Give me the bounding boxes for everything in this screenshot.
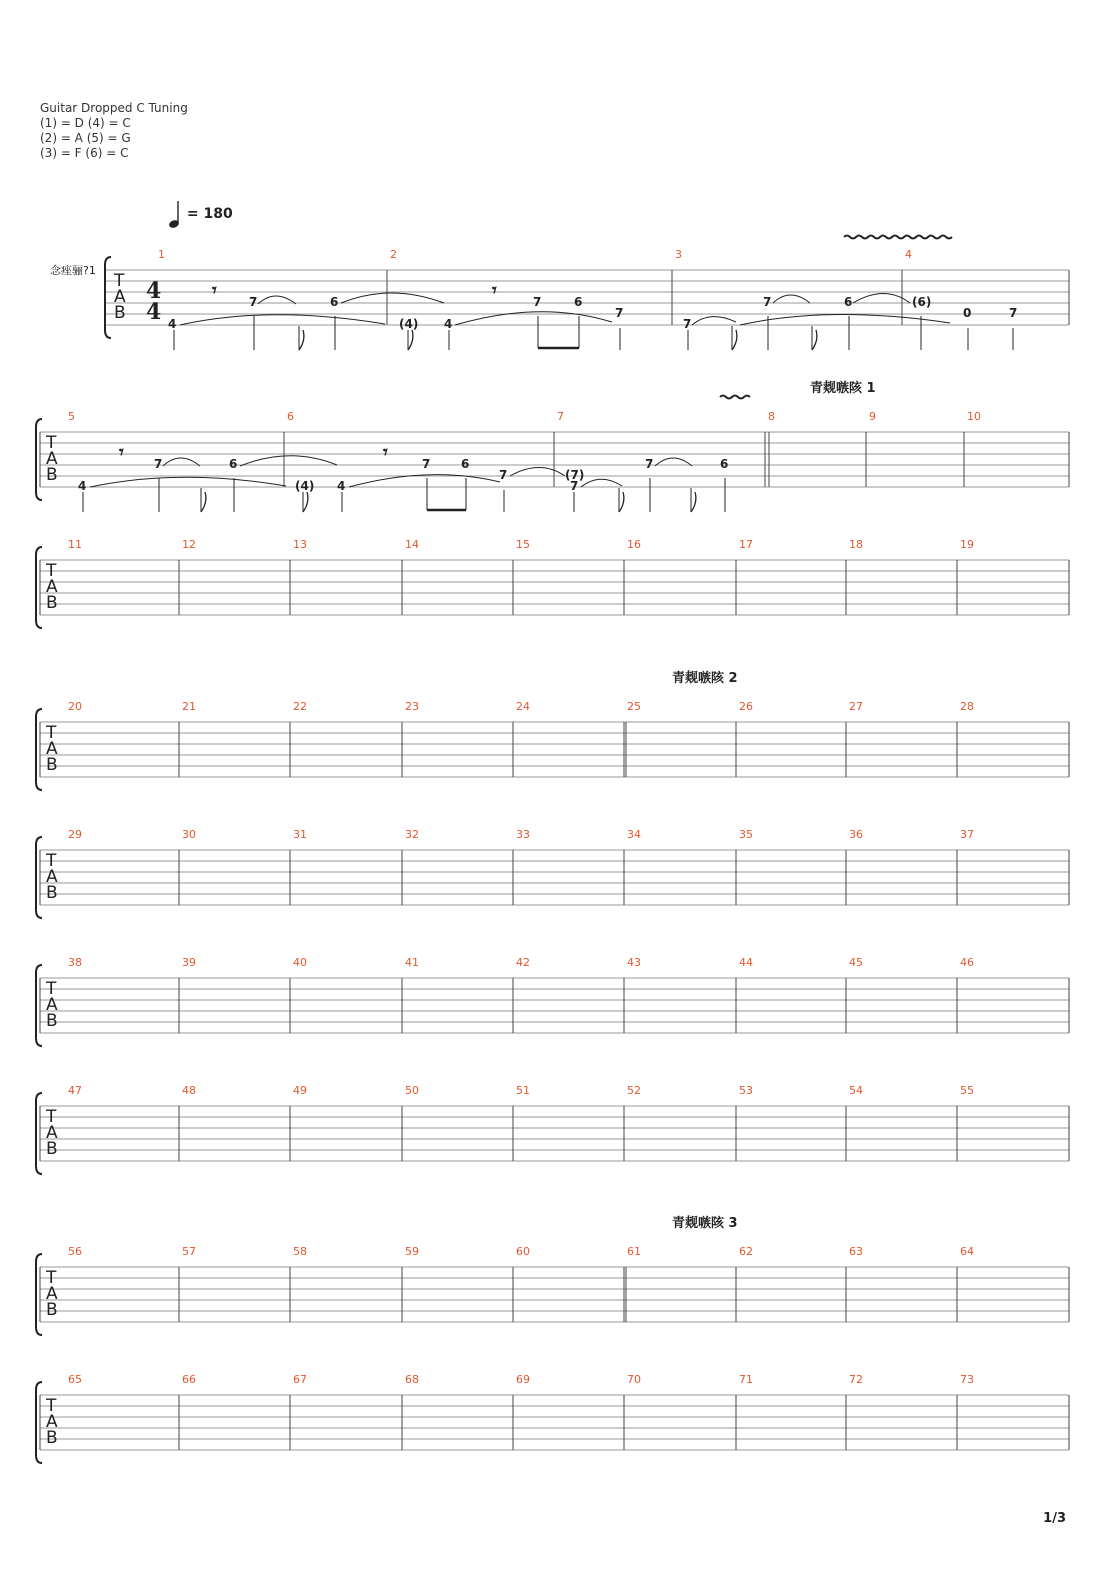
fret-number: 6 bbox=[229, 457, 238, 471]
measure-number: 10 bbox=[967, 410, 981, 423]
measure-number: 63 bbox=[849, 1245, 863, 1258]
eighth-rest-icon: 𝄾 bbox=[212, 280, 217, 301]
tempo-label: = 180 bbox=[186, 206, 233, 222]
fret-number: 7 bbox=[499, 468, 508, 482]
measure-number: 73 bbox=[960, 1373, 974, 1386]
tab-clef-letter: B bbox=[46, 1300, 58, 1320]
measure-number: 1 bbox=[158, 248, 165, 261]
measure-number: 39 bbox=[182, 956, 196, 969]
fret-number: 7 bbox=[615, 306, 624, 320]
measure-number: 21 bbox=[182, 700, 196, 713]
measure-number: 64 bbox=[960, 1245, 974, 1258]
measure-number: 33 bbox=[516, 828, 530, 841]
system-bracket bbox=[105, 257, 111, 338]
measure-number: 25 bbox=[627, 700, 641, 713]
tab-system bbox=[36, 956, 1069, 1046]
measure-number: 38 bbox=[68, 956, 82, 969]
tab-clef-letter: A bbox=[46, 867, 58, 887]
measure-number: 16 bbox=[627, 538, 641, 551]
time-signature-numerator: 4 bbox=[146, 278, 162, 304]
measure-number: 44 bbox=[739, 956, 753, 969]
measure-number: 26 bbox=[739, 700, 753, 713]
measure-number: 4 bbox=[905, 248, 912, 261]
tab-clef-letter: A bbox=[46, 577, 58, 597]
system-bracket bbox=[36, 837, 42, 918]
tab-system bbox=[36, 700, 1069, 790]
fret-number: 7 bbox=[570, 479, 579, 493]
measure-number: 60 bbox=[516, 1245, 530, 1258]
measure-number: 51 bbox=[516, 1084, 530, 1097]
tab-clef-letter: T bbox=[46, 433, 57, 453]
tab-clef-letter: B bbox=[46, 465, 58, 485]
note-stems bbox=[83, 478, 725, 512]
tab-clef-letter: A bbox=[114, 287, 126, 307]
measure-number: 11 bbox=[68, 538, 82, 551]
measure-number: 70 bbox=[627, 1373, 641, 1386]
section-label: 青觌嗾陔 3 bbox=[672, 1216, 738, 1231]
tab-clef-letter: T bbox=[46, 723, 57, 743]
measure-number: 52 bbox=[627, 1084, 641, 1097]
measure-number: 43 bbox=[627, 956, 641, 969]
tab-system bbox=[36, 828, 1069, 918]
tab-system bbox=[36, 1084, 1069, 1174]
measure-number: 61 bbox=[627, 1245, 641, 1258]
measure-number: 12 bbox=[182, 538, 196, 551]
measure-number: 22 bbox=[293, 700, 307, 713]
tab-system bbox=[36, 410, 1069, 500]
section-label: 青觌嗾陔 2 bbox=[672, 671, 738, 686]
measure-number: 15 bbox=[516, 538, 530, 551]
tab-clef-letter: A bbox=[46, 1412, 58, 1432]
measure-number: 72 bbox=[849, 1373, 863, 1386]
fret-number: 4 bbox=[168, 317, 177, 331]
track-name: 念痤骊?1 bbox=[50, 264, 96, 277]
tab-clef-letter: T bbox=[46, 979, 57, 999]
tuning-line: (3) = F (6) = C bbox=[40, 146, 129, 160]
tab-clef-letter: T bbox=[46, 1107, 57, 1127]
tab-clef-letter: B bbox=[46, 593, 58, 613]
measure-number: 50 bbox=[405, 1084, 419, 1097]
fret-number: 6 bbox=[461, 457, 470, 471]
tab-clef-letter: A bbox=[46, 1284, 58, 1304]
system-2-notes bbox=[78, 442, 728, 512]
tab-clef-letter: B bbox=[114, 303, 126, 323]
measure-number: 32 bbox=[405, 828, 419, 841]
measure-number: 17 bbox=[739, 538, 753, 551]
tab-system bbox=[36, 1245, 1069, 1335]
tab-clef-letter: T bbox=[46, 851, 57, 871]
fret-number: 7 bbox=[683, 317, 692, 331]
tab-clef-letter: T bbox=[46, 1396, 57, 1416]
tab-clef-letter: A bbox=[46, 739, 58, 759]
measure-number: 45 bbox=[849, 956, 863, 969]
measure-number: 66 bbox=[182, 1373, 196, 1386]
tab-clef-letter: B bbox=[46, 1139, 58, 1159]
measure-number: 29 bbox=[68, 828, 82, 841]
fret-number: 4 bbox=[337, 479, 346, 493]
measure-number: 54 bbox=[849, 1084, 863, 1097]
measure-number: 14 bbox=[405, 538, 419, 551]
tab-clef-letter: T bbox=[114, 271, 125, 291]
measure-number: 35 bbox=[739, 828, 753, 841]
measure-number: 53 bbox=[739, 1084, 753, 1097]
fret-number: 7 bbox=[154, 457, 163, 471]
measure-number: 8 bbox=[768, 410, 775, 423]
tab-system bbox=[36, 1373, 1069, 1463]
tab-clef-letter: B bbox=[46, 755, 58, 775]
fret-number: 6 bbox=[330, 295, 339, 309]
measure-number: 68 bbox=[405, 1373, 419, 1386]
measure-number: 18 bbox=[849, 538, 863, 551]
tab-clef-letter: A bbox=[46, 995, 58, 1015]
fret-number: 0 bbox=[963, 306, 972, 320]
fret-number: 7 bbox=[249, 295, 258, 309]
measure-number: 41 bbox=[405, 956, 419, 969]
system-bracket bbox=[36, 1382, 42, 1463]
vibrato-mark bbox=[844, 236, 952, 239]
note-stems bbox=[174, 316, 1013, 350]
tab-systems bbox=[36, 248, 1069, 1463]
tuning-title: Guitar Dropped C Tuning bbox=[40, 101, 188, 115]
fret-number: 6 bbox=[574, 295, 583, 309]
system-bracket bbox=[36, 1254, 42, 1335]
tab-system bbox=[36, 538, 1069, 628]
measure-number: 42 bbox=[516, 956, 530, 969]
measure-number: 47 bbox=[68, 1084, 82, 1097]
measure-number: 7 bbox=[557, 410, 564, 423]
fret-number: 6 bbox=[844, 295, 853, 309]
section-label: 青觌嗾陔 1 bbox=[810, 381, 876, 396]
measure-number: 6 bbox=[287, 410, 294, 423]
page-number: 1/3 bbox=[1043, 1511, 1066, 1526]
eighth-rest-icon: 𝄾 bbox=[383, 442, 388, 463]
fret-number: (7) bbox=[565, 468, 585, 482]
measure-number: 48 bbox=[182, 1084, 196, 1097]
fret-number: 6 bbox=[720, 457, 729, 471]
fret-number: 4 bbox=[444, 317, 453, 331]
ties bbox=[90, 456, 692, 487]
measure-number: 13 bbox=[293, 538, 307, 551]
fret-number: 7 bbox=[533, 295, 542, 309]
tuning-line: (2) = A (5) = G bbox=[40, 131, 131, 145]
system-bracket bbox=[36, 1093, 42, 1174]
fret-number: (6) bbox=[912, 295, 932, 309]
system-bracket bbox=[36, 547, 42, 628]
measure-number: 19 bbox=[960, 538, 974, 551]
measure-number: 46 bbox=[960, 956, 974, 969]
ties bbox=[180, 293, 950, 325]
measure-number: 23 bbox=[405, 700, 419, 713]
tab-system bbox=[105, 248, 1069, 338]
measure-number: 65 bbox=[68, 1373, 82, 1386]
tab-clef-letter: T bbox=[46, 561, 57, 581]
tuning-line: (1) = D (4) = C bbox=[40, 116, 131, 130]
measure-number: 71 bbox=[739, 1373, 753, 1386]
measure-number: 56 bbox=[68, 1245, 82, 1258]
measure-number: 49 bbox=[293, 1084, 307, 1097]
measure-number: 28 bbox=[960, 700, 974, 713]
measure-number: 20 bbox=[68, 700, 82, 713]
fret-number: (4) bbox=[399, 317, 419, 331]
eighth-rest-icon: 𝄾 bbox=[492, 280, 497, 301]
tab-clef-letter: A bbox=[46, 449, 58, 469]
measure-number: 59 bbox=[405, 1245, 419, 1258]
system-bracket bbox=[36, 419, 42, 500]
system-bracket bbox=[36, 965, 42, 1046]
measure-number: 40 bbox=[293, 956, 307, 969]
fret-number: 7 bbox=[1009, 306, 1018, 320]
measure-number: 9 bbox=[869, 410, 876, 423]
measure-number: 58 bbox=[293, 1245, 307, 1258]
measure-number: 55 bbox=[960, 1084, 974, 1097]
measure-number: 27 bbox=[849, 700, 863, 713]
measure-number: 69 bbox=[516, 1373, 530, 1386]
vibrato-mark bbox=[720, 396, 750, 399]
tab-clef-letter: B bbox=[46, 1011, 58, 1031]
tab-clef-letter: A bbox=[46, 1123, 58, 1143]
fret-number: 7 bbox=[422, 457, 431, 471]
measure-number: 67 bbox=[293, 1373, 307, 1386]
system-bracket bbox=[36, 709, 42, 790]
measure-number: 31 bbox=[293, 828, 307, 841]
measure-number: 3 bbox=[675, 248, 682, 261]
eighth-rest-icon: 𝄾 bbox=[119, 442, 124, 463]
fret-number: 7 bbox=[763, 295, 772, 309]
measure-number: 37 bbox=[960, 828, 974, 841]
tab-clef-letter: B bbox=[46, 883, 58, 903]
measure-number: 30 bbox=[182, 828, 196, 841]
measure-number: 57 bbox=[182, 1245, 196, 1258]
tab-clef-letter: B bbox=[46, 1428, 58, 1448]
tab-clef-letter: T bbox=[46, 1268, 57, 1288]
measure-number: 2 bbox=[390, 248, 397, 261]
measure-number: 36 bbox=[849, 828, 863, 841]
measure-number: 24 bbox=[516, 700, 530, 713]
measure-number: 62 bbox=[739, 1245, 753, 1258]
fret-number: 7 bbox=[645, 457, 654, 471]
time-signature-denominator: 4 bbox=[146, 299, 162, 325]
fret-number: (4) bbox=[295, 479, 315, 493]
fret-number: 4 bbox=[78, 479, 87, 493]
measure-number: 5 bbox=[68, 410, 75, 423]
measure-number: 34 bbox=[627, 828, 641, 841]
